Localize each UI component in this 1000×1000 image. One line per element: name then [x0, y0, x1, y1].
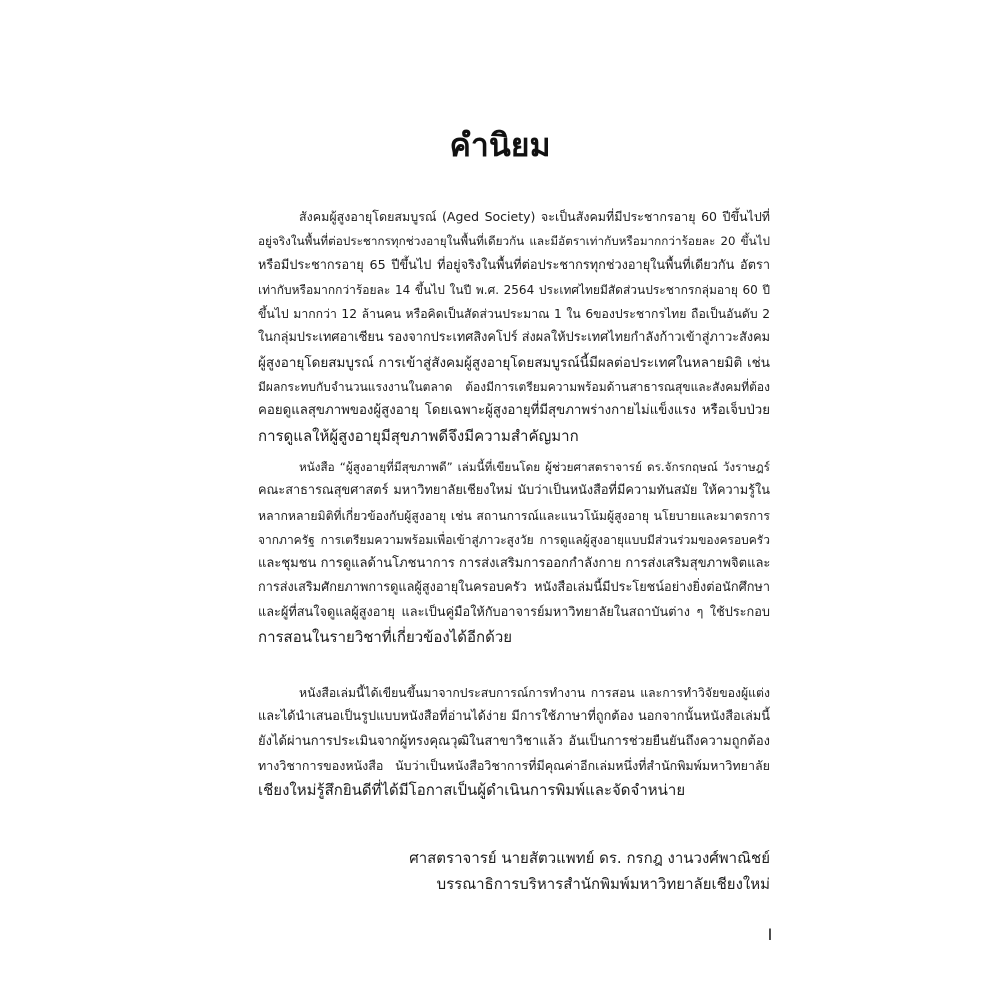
paragraph-line: เท่ากับหรือมากกว่าร้อยละ 14 ขึ้นไป ในปี พ.ศ. 2564 ประเทศไทยมีสัดส่วนประชากรกลุ่มอายุ 60 ปี	[258, 282, 770, 297]
signature-position: บรรณาธิการบริหารสำนักพิมพ์มหาวิทยาลัยเชียงใหม่	[436, 875, 770, 893]
paragraph-line: การดูแลให้ผู้สูงอายุมีสุขภาพดีจึงมีความสำคัญมาก	[258, 426, 579, 445]
paragraph-line: และผู้ที่สนใจดูแลผู้สูงอายุ และเป็นคู่มือให้กับอาจารย์มหาวิทยาลัยในสถาบันต่าง ๆ ใช้ประกอบ	[258, 604, 770, 620]
paragraph-3	[258, 681, 770, 802]
paragraph-line: หลากหลายมิติที่เกี่ยวข้องกับผู้สูงอายุ เช่น สถานการณ์และแนวโน้มผู้สูงอายุ นโยบายและมาตรการ	[258, 508, 770, 523]
signature-block	[350, 845, 770, 897]
paragraph-line: ขึ้นไป มากกว่า 12 ล้านคน หรือคิดเป็นสัดส่วนประมาณ 1 ใน 6ของประชากรไทย ถือเป็นอันดับ 2	[258, 307, 770, 322]
paragraph-line: และได้นำเสนอเป็นรูปแบบหนังสือที่อ่านได้ง่าย มีการใช้ภาษาที่ถูกต้อง นอกจากนั้นหนังสือเล่มนี้	[258, 709, 770, 725]
paragraph-line: หรือมีประชากรอายุ 65 ปีขึ้นไป ที่อยู่จริงในพื้นที่ต่อประชากรทุกช่วงอายุในพื้นที่เดียวกัน อัตรา	[258, 257, 770, 273]
paragraph-line: การสอนในรายวิชาที่เกี่ยวข้องได้อีกด้วย	[258, 628, 513, 647]
page-number: I	[767, 925, 773, 944]
signature-name: ศาสตราจารย์ นายสัตวแพทย์ ดร. กรกฎ งานวงศ์พาณิชย์	[409, 849, 770, 867]
paragraph-line: อยู่จริงในพื้นที่ต่อประชากรทุกช่วงอายุในพื้นที่เดียวกัน และมีอัตราเท่ากับหรือมากกว่าร้อยละ 20 ขึ้นไป	[258, 234, 770, 249]
paragraph-line: หนังสือ “ผู้สูงอายุที่มีสุขภาพดี” เล่มนี้ที่เขียนโดย ผู้ช่วยศาสตราจารย์ ดร.จักรกฤษณ์ วังราษฎร์	[299, 460, 770, 474]
paragraph-line: สังคมผู้สูงอายุโดยสมบูรณ์ (Aged Society) จะเป็นสังคมที่มีประชากรอายุ 60 ปีขึ้นไปที่	[299, 209, 770, 224]
page-title: คำนิยม	[449, 126, 551, 164]
paragraph-line: และชุมชน การดูแลด้านโภชนาการ การส่งเสริมการออกกำลังกาย การส่งเสริมสุขภาพจิตและ	[258, 556, 770, 572]
paragraph-line: ยังได้ผ่านการประเมินจากผู้ทรงคุณวุฒิในสาขาวิชาแล้ว อันเป็นการช่วยยืนยันถึงความถูกต้อง	[258, 733, 770, 749]
paragraph-line: มีผลกระทบกับจำนวนแรงงานในตลาด ต้องมีการเตรียมความพร้อมด้านสาธารณสุขและสังคมที่ต้อง	[258, 380, 770, 395]
paragraph-2	[258, 455, 770, 649]
paragraph-line: ในกลุ่มประเทศอาเซียน รองจากประเทศสิงคโปร์ ส่งผลให้ประเทศไทยกำลังก้าวเข้าสู่ภาวะสังคม	[258, 330, 770, 346]
paragraph-1	[258, 205, 770, 448]
paragraph-line: เชียงใหม่รู้สึกยินดีที่ได้มีโอกาสเป็นผู้ดำเนินการพิมพ์และจัดจำหน่าย	[258, 781, 686, 800]
paragraph-line: คอยดูแลสุขภาพของผู้สูงอายุ โดยเฉพาะผู้สูงอายุที่มีสุขภาพร่างกายไม่แข็งแรง หรือเจ็บป่วย	[258, 403, 770, 419]
paragraph-line: ทางวิชาการของหนังสือ นับว่าเป็นหนังสือวิชาการที่มีคุณค่าอีกเล่มหนึ่งที่สำนักพิมพ์มหาวิทยาลัย	[258, 757, 770, 773]
paragraph-line: หนังสือเล่มนี้ได้เขียนขึ้นมาจากประสบการณ์การทำงาน การสอน และการทำวิจัยของผู้แต่ง	[299, 686, 770, 700]
paragraph-line: การส่งเสริมศักยภาพการดูแลผู้สูงอายุในครอบครัว หนังสือเล่มนี้มีประโยชน์อย่างยิ่งต่อนักศึกษา	[258, 580, 770, 596]
paragraph-line: จากภาครัฐ การเตรียมความพร้อมเพื่อเข้าสู่ภาวะสูงวัย การดูแลผู้สูงอายุแบบมีส่วนร่วมของครอบครัว	[258, 532, 770, 547]
paragraph-line: ผู้สูงอายุโดยสมบูรณ์ การเข้าสู่สังคมผู้สูงอายุโดยสมบูรณ์นี้มีผลต่อประเทศในหลายมิติ เช่น	[258, 354, 770, 371]
paragraph-line: คณะสาธารณสุขศาสตร์ มหาวิทยาลัยเชียงใหม่ นับว่าเป็นหนังสือที่มีความทันสมัย ให้ความรู้ใน	[258, 483, 770, 499]
